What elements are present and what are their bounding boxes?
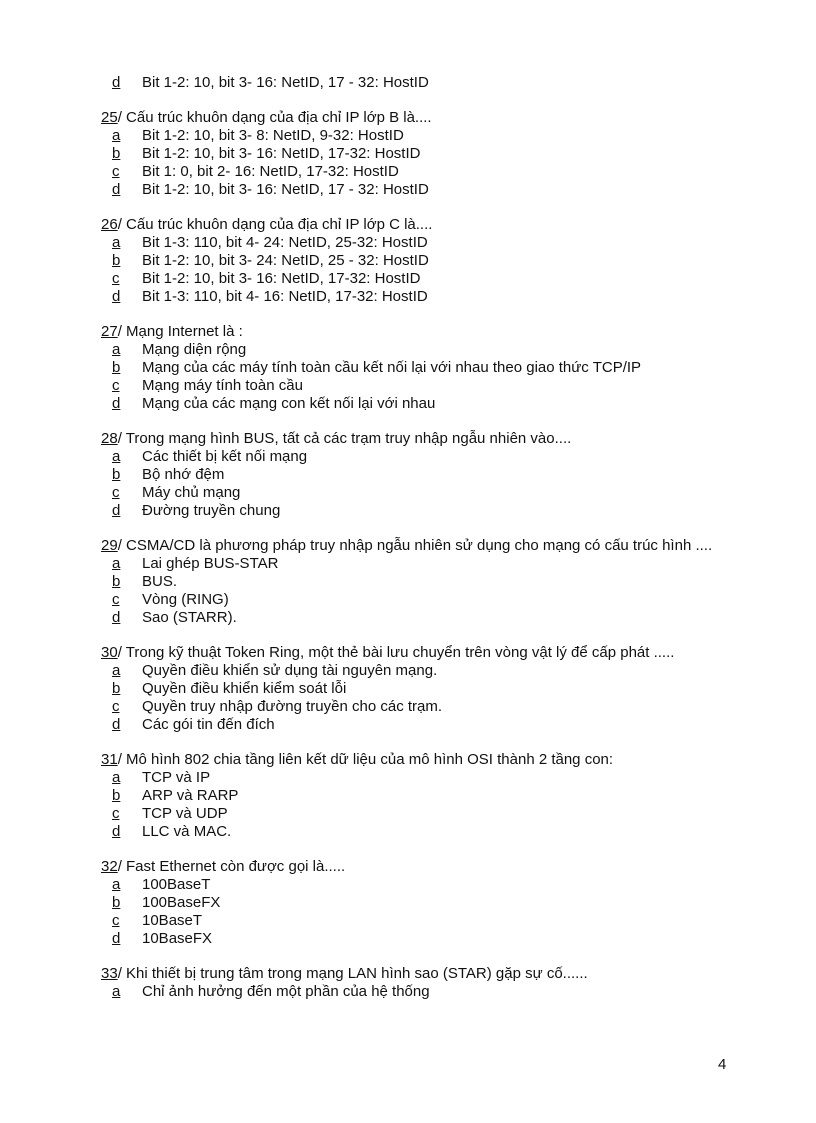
question-stem: [86, 858, 746, 876]
option-text: Bit 1-2: 10, bit 3- 24: NetID, 25 - 32: HostID: [142, 252, 429, 269]
answer-option: [86, 894, 746, 912]
option-text: Mạng của các mạng con kết nối lại với nhau: [142, 395, 436, 412]
option-letter: c: [112, 377, 120, 394]
option-letter: b: [112, 680, 121, 697]
answer-option: [86, 716, 746, 734]
answer-option: [86, 983, 746, 1001]
continuation-block: [86, 74, 746, 92]
answer-option: [86, 555, 746, 573]
option-text: Sao (STARR).: [142, 609, 237, 626]
option-letter: c: [112, 591, 120, 608]
question-number: 29: [101, 537, 118, 554]
question-32: [86, 858, 746, 948]
question-stem: [86, 537, 746, 555]
question-text: / CSMA/CD là phương pháp truy nhập ngẫu nhiên sử dụng cho mạng có cấu trúc hình ....: [117, 537, 713, 554]
option-letter: a: [112, 983, 121, 1000]
option-letter: b: [112, 145, 121, 162]
question-number: 33: [101, 965, 118, 982]
answer-option: [86, 573, 746, 591]
option-letter: a: [112, 876, 121, 893]
option-letter: d: [112, 930, 121, 947]
answer-option: [86, 341, 746, 359]
option-letter: c: [112, 484, 120, 501]
option-letter: d: [112, 716, 121, 733]
answer-option: [86, 127, 746, 145]
question-25: [86, 109, 746, 199]
question-number: 27: [101, 323, 118, 340]
option-text: Mạng của các máy tính toàn cầu kết nối lại với nhau theo giao thức TCP/IP: [142, 359, 642, 376]
option-letter: c: [112, 163, 120, 180]
option-text: TCP và IP: [142, 769, 211, 786]
option-letter: b: [112, 466, 121, 483]
answer-option: [86, 466, 746, 484]
answer-option: [86, 591, 746, 609]
answer-option: [86, 876, 746, 894]
option-text: Quyền điều khiển kiểm soát lỗi: [142, 680, 347, 697]
option-text: LLC và MAC.: [142, 823, 232, 840]
answer-option: [86, 163, 746, 181]
option-letter: d: [112, 502, 121, 519]
answer-option: [86, 787, 746, 805]
option-letter: a: [112, 127, 121, 144]
question-26: [86, 216, 746, 306]
question-number: 26: [101, 216, 118, 233]
question-stem: [86, 751, 746, 769]
option-text: Bộ nhớ đệm: [142, 466, 225, 483]
option-text: Bit 1-2: 10, bit 3- 16: NetID, 17 - 32: HostID: [142, 181, 429, 198]
option-text: Bit 1-2: 10, bit 3- 8: NetID, 9-32: HostID: [142, 127, 404, 144]
option-text: 10BaseFX: [142, 930, 213, 947]
answer-option: [86, 270, 746, 288]
option-text: Bit 1-2: 10, bit 3- 16: NetID, 17-32: HostID: [142, 145, 421, 162]
question-30: [86, 644, 746, 734]
option-letter: b: [112, 573, 121, 590]
answer-option: [86, 252, 746, 270]
question-text: / Cấu trúc khuôn dạng của địa chỉ IP lớp C là....: [117, 216, 433, 233]
option-text: 100BaseFX: [142, 894, 221, 911]
option-text: TCP và UDP: [142, 805, 228, 822]
answer-option: [86, 823, 746, 841]
question-number: 30: [101, 644, 118, 661]
answer-option: [86, 502, 746, 520]
option-letter: b: [112, 894, 121, 911]
option-text: Bit 1: 0, bit 2- 16: NetID, 17-32: HostID: [142, 163, 399, 180]
answer-option: [86, 145, 746, 163]
question-number: 25: [101, 109, 118, 126]
option-letter: d: [112, 823, 121, 840]
questions-container: [86, 109, 746, 1001]
question-27: [86, 323, 746, 413]
option-text: Quyền điều khiển sử dụng tài nguyên mạng.: [142, 662, 438, 679]
option-text: Đường truyền chung: [142, 502, 281, 519]
answer-option: [86, 359, 746, 377]
question-text: / Mô hình 802 chia tầng liên kết dữ liệu của mô hình OSI thành 2 tầng con:: [117, 751, 614, 768]
question-stem: [86, 109, 746, 127]
option-text: Chỉ ảnh hưởng đến một phần của hệ thống: [142, 983, 430, 1000]
answer-option: [86, 930, 746, 948]
question-stem: [86, 430, 746, 448]
option-text: Mạng máy tính toàn cầu: [142, 377, 303, 394]
option-text: BUS.: [142, 573, 178, 590]
option-letter: d: [112, 74, 121, 91]
question-28: [86, 430, 746, 520]
answer-option: [86, 74, 746, 92]
answer-option: [86, 769, 746, 787]
option-letter: a: [112, 555, 121, 572]
answer-option: [86, 288, 746, 306]
answer-option: [86, 395, 746, 413]
option-text: Bit 1-3: 110, bit 4- 16: NetID, 17-32: HostID: [142, 288, 428, 305]
answer-option: [86, 912, 746, 930]
option-letter: d: [112, 181, 121, 198]
question-stem: [86, 965, 746, 983]
question-text: / Mạng Internet là :: [117, 323, 243, 340]
question-number: 31: [101, 751, 118, 768]
option-letter: b: [112, 252, 121, 269]
question-number: 32: [101, 858, 118, 875]
answer-option: [86, 805, 746, 823]
page-number: 4: [718, 1056, 727, 1073]
answer-option: [86, 484, 746, 502]
question-text: / Trong kỹ thuật Token Ring, một thẻ bài lưu chuyển trên vòng vật lý để cấp phát .....: [117, 644, 675, 661]
option-text: Bit 1-2: 10, bit 3- 16: NetID, 17 - 32: HostID: [142, 74, 429, 91]
answer-option: [86, 698, 746, 716]
answer-option: [86, 377, 746, 395]
question-text: / Fast Ethernet còn được gọi là.....: [117, 858, 346, 875]
option-letter: d: [112, 288, 121, 305]
question-31: [86, 751, 746, 841]
answer-option: [86, 181, 746, 199]
question-number: 28: [101, 430, 118, 447]
option-letter: a: [112, 234, 121, 251]
option-text: Bit 1-2: 10, bit 3- 16: NetID, 17-32: HostID: [142, 270, 421, 287]
option-letter: b: [112, 787, 121, 804]
option-text: Bit 1-3: 110, bit 4- 24: NetID, 25-32: HostID: [142, 234, 428, 251]
answer-option: [86, 662, 746, 680]
question-29: [86, 537, 746, 627]
option-text: Mạng diện rộng: [142, 341, 247, 358]
option-text: ARP và RARP: [142, 787, 239, 804]
answer-option: [86, 680, 746, 698]
question-text: / Cấu trúc khuôn dạng của địa chỉ IP lớp B là....: [117, 109, 432, 126]
option-text: Lai ghép BUS-STAR: [142, 555, 279, 572]
option-letter: c: [112, 912, 120, 929]
option-text: Quyền truy nhập đường truyền cho các trạm.: [142, 698, 443, 715]
answer-option: [86, 448, 746, 466]
option-letter: a: [112, 769, 121, 786]
option-text: Các gói tin đến đích: [142, 716, 275, 733]
option-letter: c: [112, 805, 120, 822]
question-text: / Khi thiết bị trung tâm trong mạng LAN hình sao (STAR) gặp sự cố......: [117, 965, 588, 982]
option-text: 10BaseT: [142, 912, 203, 929]
option-letter: a: [112, 448, 121, 465]
option-text: Các thiết bị kết nối mạng: [142, 448, 308, 465]
option-letter: a: [112, 341, 121, 358]
option-letter: d: [112, 395, 121, 412]
option-letter: b: [112, 359, 121, 376]
option-text: Máy chủ mạng: [142, 484, 241, 501]
question-list: [86, 74, 746, 1018]
option-text: Vòng (RING): [142, 591, 229, 608]
option-text: 100BaseT: [142, 876, 211, 893]
answer-option: [86, 609, 746, 627]
question-text: / Trong mạng hình BUS, tất cả các trạm truy nhập ngẫu nhiên vào....: [117, 430, 572, 447]
option-letter: c: [112, 270, 120, 287]
option-letter: a: [112, 662, 121, 679]
question-stem: [86, 216, 746, 234]
option-letter: d: [112, 609, 121, 626]
option-letter: c: [112, 698, 120, 715]
question-33: [86, 965, 746, 1001]
question-stem: [86, 644, 746, 662]
answer-option: [86, 234, 746, 252]
question-stem: [86, 323, 746, 341]
